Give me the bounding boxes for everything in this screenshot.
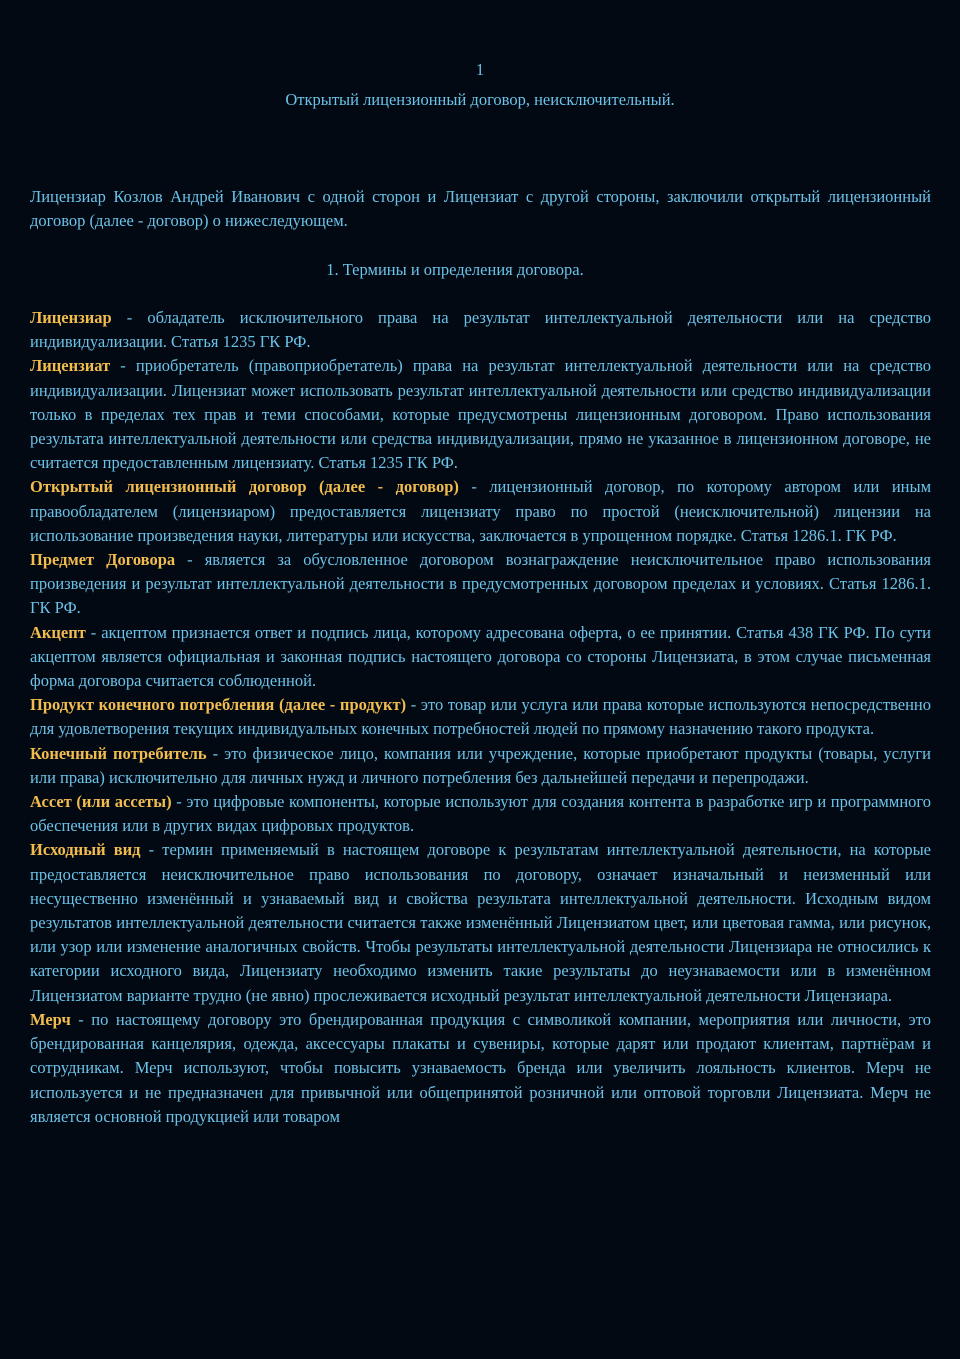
definition-separator: - <box>206 743 225 763</box>
definition-text: является за обусловленное договором вознаграждение неисключительное право использования произведения и результат интеллектуальной деятельности в предусмотренных договором пределах и условиях. Статья 1286.1. ГК РФ. <box>30 550 932 618</box>
definition-term: Акцепт <box>30 622 86 642</box>
definition-text: это товар или услуга или права которые используются непосредственно для удовлетворения текущих индивидуальных конечных потребностей людей по прямому назначению такого продукта. <box>30 695 931 739</box>
definition-separator: - <box>70 1009 92 1029</box>
document-title: Открытый лицензионный договор, неисключительный. <box>285 90 675 109</box>
definition-separator: - <box>110 356 136 376</box>
definition-term: Открытый лицензионный договор (далее - договор) <box>30 477 459 497</box>
definition-item <box>30 693 931 741</box>
definition-term: Ассет (или ассеты) <box>30 792 172 812</box>
definition-separator: - <box>406 695 421 715</box>
definition-term: Предмет Договора <box>30 550 176 570</box>
definition-text: акцептом признается ответ и подпись лица, которому адресована оферта, о ее принятии. Статья 438 ГК РФ. По сути акцептом является официальная и законная подпись настоящего договора со стороны Лицензиата, в этом случае письменная форма договора считается соблюденной. <box>30 622 931 691</box>
definition-item <box>30 354 931 475</box>
definition-text: по настоящему договору это брендированная продукция с символикой компании, мероприятия или личности, это брендированная канцелярия, одежда, аксессуары плакаты и сувениры, которые дарят или продают клиентам, партнёрам и сотрудникам. Мерч используют, чтобы повысить узнаваемость бренда или увеличить лояльность клиентов. Мерч не используется и не предназначен для привычной или общепринятой розничной или оптовой торговли Лицензиата. Мерч не является основной продукцией или товаром <box>30 1009 932 1126</box>
definition-item <box>30 742 931 790</box>
page-number: 1 <box>475 60 485 79</box>
definition-item <box>30 475 931 548</box>
definition-item <box>30 548 931 621</box>
definition-term: Исходный вид <box>30 840 141 860</box>
definition-separator: - <box>171 792 187 812</box>
definition-separator: - <box>111 308 148 327</box>
definition-text: обладатель исключительного права на результат интеллектуальной деятельности или на средство индивидуализации. Статья 1235 ГК РФ. <box>30 308 932 352</box>
definition-text: лицензионный договор, по которому автором или иным правообладателем (лицензиаром) предоставляется лицензиату право по простой (неисключительной) лицензии на использование произведения науки, литературы или искусства, заключается в упрощенном порядке. Статья 1286.1. ГК РФ. <box>30 477 932 545</box>
definition-separator: - <box>85 622 102 642</box>
definition-separator: - <box>140 840 163 860</box>
definition-separator: - <box>458 477 490 497</box>
intro-paragraph: Лицензиар Козлов Андрей Иванович с одной сторон и Лицензиат с другой стороны, заключили открытый лицензионный договор (далее - договор) о нижеследующем. <box>30 187 931 231</box>
definition-text: это цифровые компоненты, которые используют для создания контента в разработке игр и программного обеспечения или в других видах цифровых продуктов. <box>30 792 932 836</box>
definition-item <box>30 621 931 694</box>
definition-term: Мерч <box>30 1009 71 1029</box>
definition-item <box>30 790 931 838</box>
definition-term: Конечный потребитель <box>30 743 207 763</box>
definition-term: Лицензиар <box>30 308 112 327</box>
definitions-list <box>30 306 931 1129</box>
definition-text: термин применяемый в настоящем договоре к результатам интеллектуальной деятельности, на которые предоставляется неисключительное право использования по договору, означает изначальный и неизменный или несущественно изменённый и узнаваемый вид и свойства результата интеллектуальной деятельности. Исходным видом результатов интеллектуальной деятельности считается также изменённый Лицензиатом цвет, или цветовая гамма, или рисунок, или узор или изменение аналогичных свойств. Чтобы результаты интеллектуальной деятельности Лицензиара не относились к категории исходного вида, Лицензиату необходимо изменить такие результаты до неузнаваемости или в изменённом Лицензиатом варианте трудно (не явно) прослеживается исходный результат интеллектуальной деятельности Лицензиара. <box>30 840 931 1005</box>
definition-term: Продукт конечного потребления (далее - продукт) <box>30 695 407 715</box>
definition-term: Лицензиат <box>30 356 111 376</box>
definition-separator: - <box>175 550 205 570</box>
definition-item <box>30 1008 931 1129</box>
definition-item <box>30 306 931 354</box>
section-heading: 1. Термины и определения договора. <box>326 260 584 279</box>
definition-text: приобретатель (правоприобретатель) права на результат интеллектуальной деятельности или на средство индивидуализации. Лицензиат может использовать результат интеллектуальной деятельности или средство индивидуализации только в пределах тех прав и теми способами, которые предусмотрены лицензионным договором. Право использования результата интеллектуальной деятельности или средства индивидуализации, прямо не указанное в лицензионном договоре, не считается предоставленным лицензиату. Статья 1235 ГК РФ. <box>30 356 932 473</box>
definition-text: это физическое лицо, компания или учреждение, которые приобретают продукты (товары, услуги или права) исключительно для личных нужд и личного потребления без дальнейшей передачи и перепродажи. <box>30 743 932 787</box>
definition-item <box>30 838 931 1007</box>
